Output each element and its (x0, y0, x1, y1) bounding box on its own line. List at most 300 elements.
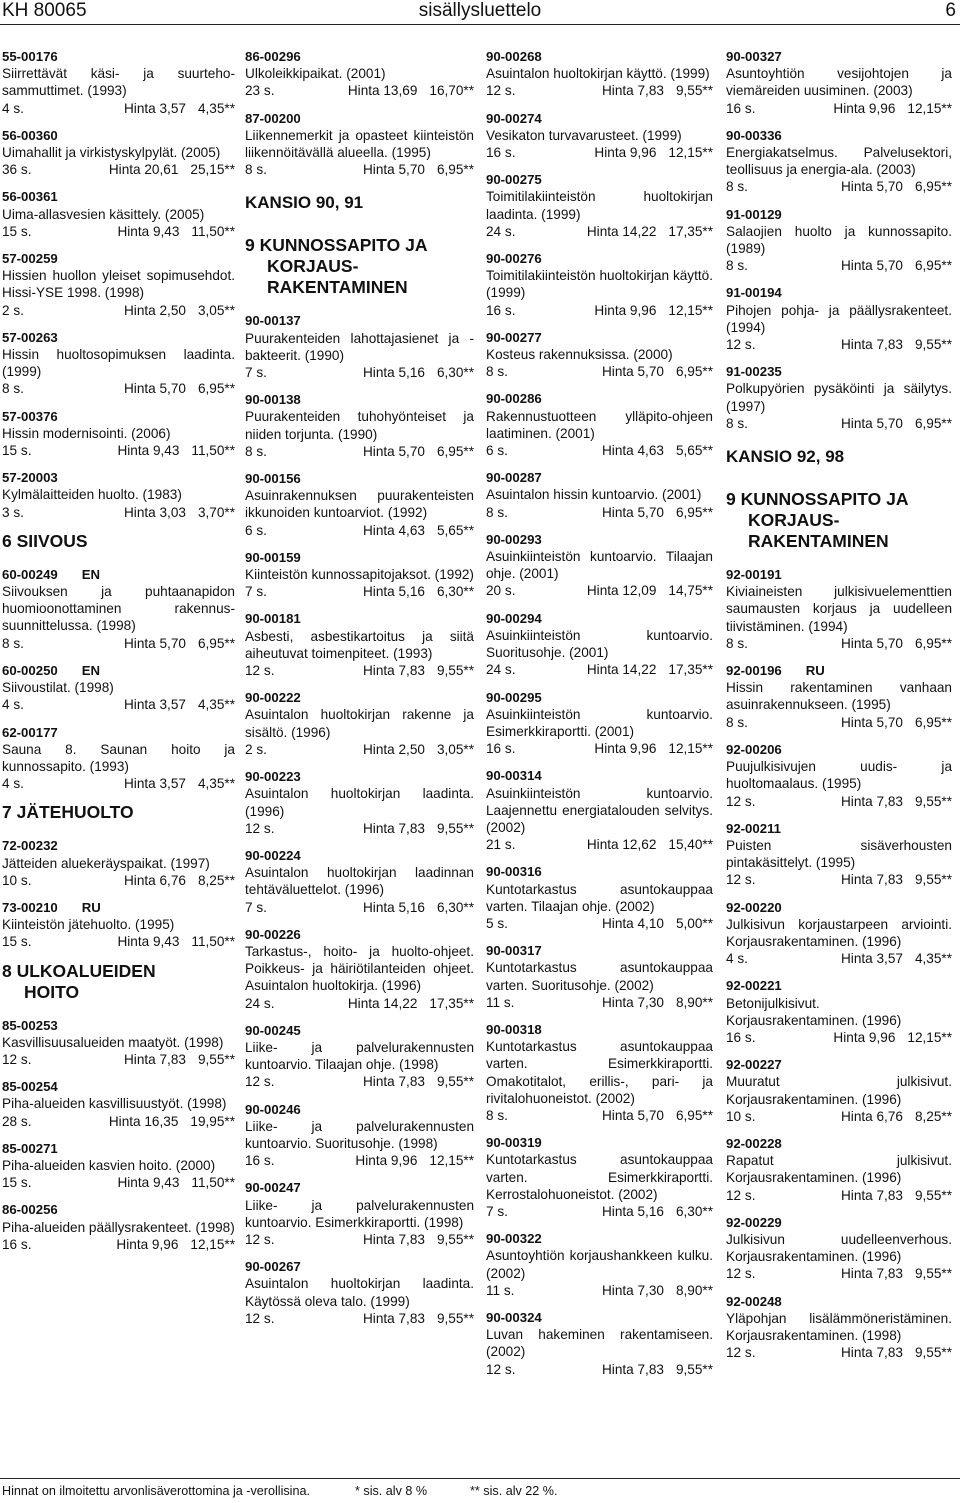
entry-price: Hinta 9,43 (117, 934, 180, 950)
entry-prices (602, 915, 713, 932)
entry-price-vat: 6,95** (914, 415, 952, 431)
entry-price-line (2, 696, 235, 713)
entry-prices (602, 504, 713, 521)
entry-code-line (726, 1056, 952, 1073)
entry-price-vat: 9,55** (675, 1361, 713, 1377)
entry-code-line (245, 768, 474, 785)
entry-price-line (2, 100, 235, 117)
entry-title: Rapatut julkisivut. Korjausrakentaminen. (1996) (726, 1153, 952, 1186)
entry-price-vat: 9,55** (197, 1051, 235, 1067)
entry-price-vat: 9,55** (436, 820, 474, 836)
section-heading (2, 531, 235, 552)
entry-price: Hinta 7,83 (362, 820, 425, 836)
catalog-entry (726, 363, 952, 432)
entry-price-line (486, 504, 713, 521)
entry-code-line (2, 1201, 235, 1218)
entry-code-line (726, 1214, 952, 1231)
entry-code: 87-00200 (245, 110, 301, 126)
entry-price-vat: 8,25** (197, 872, 235, 888)
entry-pages: 7 s. (245, 365, 267, 381)
entry-price-line (726, 1265, 952, 1282)
catalog-entry (486, 942, 713, 1011)
entry-title: Yläpohjan lisälämmöneristäminen. Korjausrakentaminen. (1998) (726, 1310, 952, 1343)
entry-code: 90-00319 (486, 1135, 542, 1151)
catalog-entry (726, 48, 952, 117)
price-note: Hinnat on ilmoitettu arvonlisäverottomina ja -verollisina. (2, 1484, 310, 1498)
catalog-entry (726, 1056, 952, 1125)
entry-price-line (726, 178, 952, 195)
entry-code: 90-00294 (486, 610, 542, 626)
entry-price: Hinta 7,83 (840, 872, 903, 888)
entry-code: 90-00275 (486, 172, 542, 188)
entry-code: 91-00235 (726, 364, 782, 380)
entry-price: Hinta 7,83 (840, 1345, 903, 1361)
catalog-entry (486, 1230, 713, 1299)
entry-pages: 10 s. (2, 872, 32, 888)
entry-code: 90-00327 (726, 49, 782, 64)
entry-pages: 16 s. (486, 145, 516, 161)
catalog-entry (486, 250, 713, 319)
catalog-entry (2, 469, 235, 521)
catalog-entry (486, 767, 713, 853)
entry-prices (841, 336, 952, 353)
entry-code-line (726, 741, 952, 758)
entry-price: Hinta 9,43 (117, 443, 180, 459)
entry-code: 90-00314 (486, 768, 542, 784)
entry-code-line (486, 1134, 713, 1151)
entry-prices (348, 995, 474, 1012)
entry-code: 90-00317 (486, 943, 542, 959)
entry-price: Hinta 9,96 (594, 302, 657, 318)
entry-price-vat: 6,95** (436, 443, 474, 459)
entry-code-line (486, 1309, 713, 1326)
entry-code: 86-00256 (2, 1202, 58, 1218)
entry-price: Hinta 9,96 (594, 741, 657, 757)
catalog-entry (2, 1078, 235, 1130)
entry-title: Asuintalon huoltokirjan laadinta. (1996) (245, 786, 474, 819)
catalog-entry (245, 312, 474, 381)
entry-prices (841, 871, 952, 888)
section-heading (2, 802, 235, 823)
page-header (0, 0, 960, 25)
entry-code-line (486, 390, 713, 407)
entry-title: Asuntoyhtiön korjaushankkeen kulku. (2002) (486, 1248, 713, 1281)
entry-price-line (2, 161, 235, 178)
entry-pages: 23 s. (245, 83, 275, 99)
entry-price: Hinta 5,16 (601, 1203, 664, 1219)
entry-prices (117, 1174, 235, 1191)
entry-title: Asuintalon huoltokirjan käyttö. (1999) (486, 66, 710, 82)
catalog-entry (2, 48, 235, 117)
entry-code-line (2, 662, 235, 679)
catalog-entry (726, 662, 952, 731)
entry-title: Hissin rakentaminen vanhaan asuinrakennukseen. (1995) (726, 680, 952, 713)
entry-code: 90-00276 (486, 251, 542, 267)
entry-price-vat: 15,40** (668, 837, 713, 853)
entry-title: Kasvillisuusalueiden maatyöt. (1998) (2, 1034, 224, 1050)
entry-pages: 12 s. (726, 872, 756, 888)
language-tag: RU (81, 899, 101, 915)
entry-pages: 8 s. (2, 635, 24, 651)
entry-price-line (2, 775, 235, 792)
entry-code: 90-00247 (245, 1180, 301, 1196)
entry-code-line (2, 1140, 235, 1157)
entry-title: Piha-alueiden päällysrakenteet. (1998) (2, 1219, 235, 1235)
entry-price: Hinta 7,83 (362, 663, 425, 679)
entry-price-vat: 5,65** (675, 443, 713, 459)
entry-code: 90-00223 (245, 769, 301, 785)
catalog-code: KH 80065 (2, 0, 87, 21)
entry-title: Asuinrakennuksen puurakenteisten ikkunoiden kuntoarviot. (1992) (245, 488, 474, 521)
section-heading-line: HOITO (24, 981, 80, 1002)
entry-prices (594, 740, 713, 757)
entry-pages: 12 s. (726, 1187, 756, 1203)
entry-code-line (726, 820, 952, 837)
entry-pages: 28 s. (2, 1113, 32, 1129)
entry-code-line (2, 724, 235, 741)
catalog-entry (726, 977, 952, 1046)
entry-price-vat: 9,55** (914, 872, 952, 888)
section-heading-line: 6 SIIVOUS (2, 530, 88, 551)
entry-pages: 10 s. (726, 1108, 756, 1124)
entry-code: 90-00226 (245, 926, 301, 942)
entry-price-line (486, 836, 713, 853)
entry-pages: 16 s. (486, 302, 516, 318)
entry-prices (355, 1152, 474, 1169)
entry-prices (602, 994, 713, 1011)
entry-prices (363, 1231, 474, 1248)
entry-price: Hinta 7,83 (840, 1187, 903, 1203)
column-4 (719, 48, 958, 1466)
catalog-entry (245, 1101, 474, 1170)
entry-pages: 11 s. (486, 994, 515, 1010)
entry-price-vat: 9,55** (436, 1231, 474, 1247)
entry-code: 90-00336 (726, 127, 782, 143)
entry-code: 57-00263 (2, 329, 58, 345)
entry-title: Toimitilakiinteistön huoltokirjan käyttö. (1999) (486, 268, 713, 301)
entry-code: 90-00322 (486, 1231, 542, 1247)
catalog-entry (486, 610, 713, 679)
entry-prices (602, 82, 713, 99)
entry-code: 92-00206 (726, 741, 782, 757)
entry-prices (833, 1029, 952, 1046)
entry-code-line (245, 689, 474, 706)
entry-code-line (486, 531, 713, 548)
entry-code-line (2, 250, 235, 267)
entry-price-line (2, 302, 235, 319)
entry-prices (109, 161, 235, 178)
language-tag: EN (81, 662, 101, 678)
entry-price-line (726, 415, 952, 432)
entry-prices (363, 583, 474, 600)
entry-code: 90-00324 (486, 1310, 542, 1325)
entry-price-vat: 4,35** (197, 100, 235, 116)
catalog-entry (486, 390, 713, 459)
entry-prices (594, 302, 713, 319)
entry-prices (841, 793, 952, 810)
entry-price-line (245, 1310, 474, 1327)
entry-price-line (245, 583, 474, 600)
entry-pages: 12 s. (245, 1074, 275, 1090)
entry-prices (124, 635, 235, 652)
entry-prices (109, 1113, 235, 1130)
entry-title: Liikennemerkit ja opasteet kiinteistön liikennöitävällä alueella. (1995) (245, 127, 474, 161)
entry-prices (124, 872, 235, 889)
entry-code-line (2, 1078, 235, 1095)
entry-code-line (726, 977, 952, 994)
entry-title: Sauna 8. Saunan hoito ja kunnossapito. (1993) (2, 741, 235, 774)
entry-code-line (726, 284, 952, 301)
entry-title: Polkupyörien pysäköinti ja säilytys. (1997) (726, 381, 952, 414)
catalog-entry (245, 48, 474, 100)
entry-code: 90-00287 (486, 470, 542, 486)
entry-code-line (2, 1017, 235, 1034)
entry-prices (587, 661, 713, 678)
entry-pages: 16 s. (245, 1153, 275, 1169)
entry-price-line (486, 302, 713, 319)
entry-code-line (2, 469, 235, 486)
entry-code-line (245, 1179, 474, 1196)
catalog-entry (486, 1134, 713, 1220)
entry-code-line (486, 469, 713, 486)
entry-price-line (2, 504, 235, 521)
entry-code-line (486, 48, 713, 65)
entry-price-vat: 17,35** (429, 995, 474, 1011)
entry-price-vat: 11,50** (191, 223, 235, 239)
entry-code: 90-00222 (245, 690, 301, 706)
catalog-entry (2, 724, 235, 793)
catalog-entry (486, 329, 713, 381)
entry-price-vat: 12,15** (668, 741, 713, 757)
entry-prices (587, 836, 713, 853)
entry-price: Hinta 12,09 (586, 583, 657, 599)
entry-price-line (2, 380, 235, 397)
entry-title: Siivouksen ja puhtaanapidon huomioonottaminen rakennus-suunnittelussa. (1998) (2, 584, 235, 634)
entry-title: Asuintalon huoltokirjan laadinnan tehtäväluettelot. (1996) (245, 865, 474, 898)
entry-code: 92-00229 (726, 1214, 782, 1230)
entry-price-line (486, 1203, 713, 1220)
entry-prices (602, 442, 713, 459)
entry-price: Hinta 9,96 (355, 1153, 418, 1169)
entry-code-line (245, 926, 474, 943)
entry-prices (117, 933, 235, 950)
entry-price: Hinta 3,57 (123, 697, 186, 713)
entry-price-vat: 4,35** (197, 776, 235, 792)
entry-code-line (245, 470, 474, 487)
entry-price-line (245, 364, 474, 381)
entry-price: Hinta 9,96 (833, 100, 896, 116)
catalog-entry (245, 1258, 474, 1327)
entry-price-line (726, 871, 952, 888)
entry-price-vat: 6,95** (675, 364, 713, 380)
entry-prices (363, 899, 474, 916)
entry-price-vat: 14,75** (668, 583, 713, 599)
entry-title: Kiviaineisten julkisivuelementtien saumausten korjaus ja uudelleen tiivistäminen. (1994) (726, 584, 952, 634)
entry-title: Liike- ja palvelurakennusten kuntoarvio. Suoritusohje. (1998) (245, 1118, 474, 1151)
entry-prices (602, 1361, 713, 1378)
section-heading-line: RAKENTAMINEN (748, 531, 889, 552)
entry-price-vat: 9,55** (675, 83, 713, 99)
entry-title: Hissin modernisointi. (2006) (2, 425, 171, 441)
entry-code-line (2, 48, 235, 65)
page-number: 6 (945, 0, 956, 21)
entry-code-line (726, 127, 952, 144)
entry-title: Hissien huollon yleiset sopimusehdot. Hissi-YSE 1998. (1998) (2, 268, 235, 301)
entry-title: Julkisivun uudelleenverhous. Korjausrakentaminen. (1996) (726, 1231, 952, 1265)
entry-price-vat: 11,50** (191, 443, 235, 459)
entry-price-vat: 6,95** (197, 381, 235, 397)
entry-code-line (2, 899, 235, 916)
entry-code: 57-20003 (2, 470, 58, 486)
entry-prices (363, 820, 474, 837)
catalog-entry (2, 127, 235, 179)
entry-price-vat: 3,05** (436, 741, 474, 757)
binder-heading: KANSIO 90, 91 (245, 193, 364, 213)
entry-price-line (2, 635, 235, 652)
entry-pages: 7 s. (486, 1203, 508, 1219)
entry-price-vat: 9,55** (914, 793, 952, 809)
entry-pages: 8 s. (486, 364, 508, 380)
entry-pages: 12 s. (486, 1361, 516, 1377)
entry-code-line (2, 566, 235, 583)
catalog-entry (2, 329, 235, 398)
entry-pages: 4 s. (2, 100, 24, 116)
entry-price-vat: 8,25** (914, 1108, 952, 1124)
entry-price-vat: 9,55** (914, 1187, 952, 1203)
entry-prices (841, 178, 952, 195)
entry-code-line (486, 610, 713, 627)
entry-price-line (2, 223, 235, 240)
entry-price-line (2, 442, 235, 459)
entry-title: Kylmälaitteiden huolto. (1983) (2, 487, 182, 503)
catalog-entry (2, 1201, 235, 1253)
column-3 (480, 48, 719, 1466)
entry-title: Toimitilakiinteistön huoltokirjan laadinta. (1999) (486, 189, 713, 222)
entry-price: Hinta 5,70 (840, 179, 903, 195)
entry-price: Hinta 14,22 (586, 223, 657, 239)
entry-code-line (245, 312, 474, 329)
entry-price-line (726, 1187, 952, 1204)
catalog-entry (486, 689, 713, 758)
section-heading-line: 9 KUNNOSSAPITO JA (726, 489, 909, 510)
entry-title: Asuinkiinteistön kuntoarvio. Suoritusohje. (2001) (486, 627, 713, 661)
entry-price-vat: 16,70** (429, 83, 474, 99)
entry-prices (841, 1108, 952, 1125)
entry-prices (124, 1051, 235, 1068)
entry-pages: 8 s. (245, 443, 267, 459)
entry-prices (363, 1310, 474, 1327)
entry-pages: 15 s. (2, 443, 32, 459)
entry-price-line (726, 635, 952, 652)
entry-price-vat: 12,15** (429, 1153, 474, 1169)
entry-code: 56-00360 (2, 127, 58, 143)
entry-price-line (2, 933, 235, 950)
page-section-title: sisällysluettelo (418, 0, 542, 21)
entry-prices (363, 1073, 474, 1090)
entry-code: 86-00296 (245, 49, 301, 64)
entry-prices (587, 223, 713, 240)
catalog-entry (2, 250, 235, 319)
entry-price-vat: 6,30** (675, 1203, 713, 1219)
entry-title: Piha-alueiden kasvillisuustyöt. (1998) (2, 1096, 227, 1112)
catalog-entry (726, 741, 952, 810)
entry-title: Siirrettävät käsi- ja suurteho-sammuttimet. (1993) (2, 66, 235, 99)
entry-prices (841, 950, 952, 967)
entry-code: 60-00250 (2, 662, 58, 678)
entry-price-line (726, 793, 952, 810)
section-heading-line: KORJAUS- (748, 510, 840, 531)
entry-code-line (486, 942, 713, 959)
entry-pages: 16 s. (726, 1029, 756, 1045)
entry-code-line (245, 391, 474, 408)
entry-pages: 12 s. (726, 1345, 756, 1361)
entry-pages: 8 s. (486, 1107, 508, 1123)
entry-title: Asuinkiinteistön kuntoarvio. Laajennettu energiatalouden selvitys. (2002) (486, 785, 713, 835)
entry-price-vat: 3,70** (197, 504, 235, 520)
entry-price-line (245, 899, 474, 916)
entry-price-line (2, 1174, 235, 1191)
entry-pages: 24 s. (486, 223, 516, 239)
entry-price: Hinta 5,70 (840, 415, 903, 431)
entry-title: Asuinkiinteistön kuntoarvio. Esimerkkiraportti. (2001) (486, 706, 713, 739)
entry-pages: 12 s. (245, 1310, 275, 1326)
entry-price-vat: 6,95** (914, 179, 952, 195)
section-heading-line: KORJAUS- (267, 256, 359, 277)
entry-pages: 24 s. (486, 662, 516, 678)
entry-code-line (726, 1135, 952, 1152)
entry-pages: 4 s. (2, 776, 24, 792)
entry-price: Hinta 7,83 (362, 1231, 425, 1247)
language-tag: EN (81, 566, 101, 582)
entry-price: Hinta 9,43 (117, 1175, 180, 1191)
entry-price-vat: 6,30** (436, 899, 474, 915)
entry-code-line (726, 206, 952, 223)
entry-title: Kuntotarkastus asuntokauppaa varten. Esimerkkiraportti. Omakotitalot, erillis-, pari- ja rivitalohuoneistot. (2002) (486, 1039, 713, 1106)
entry-code: 90-00316 (486, 864, 542, 880)
binder-heading: KANSIO 92, 98 (726, 447, 845, 467)
entry-pages: 15 s. (2, 1175, 32, 1191)
entry-pages: 7 s. (245, 584, 267, 600)
catalog-entry (245, 1022, 474, 1091)
entry-pages: 8 s. (2, 381, 24, 397)
entry-code: 92-00227 (726, 1057, 782, 1073)
catalog-entry (2, 899, 235, 951)
entry-prices (124, 696, 235, 713)
entry-price-line (245, 1152, 474, 1169)
entry-code-line (2, 188, 235, 205)
entry-price: Hinta 5,70 (362, 162, 425, 178)
entry-price-line (486, 1361, 713, 1378)
entry-pages: 12 s. (726, 337, 756, 353)
entry-code-line (486, 863, 713, 880)
entry-price-line (2, 1113, 235, 1130)
entry-prices (841, 257, 952, 274)
entry-price-line (486, 740, 713, 757)
entry-title: Kosteus rakennuksissa. (2000) (486, 347, 673, 363)
entry-price-vat: 12,15** (668, 302, 713, 318)
entry-price-line (726, 1344, 952, 1361)
entry-price-vat: 6,95** (914, 635, 952, 651)
entry-price-line (2, 872, 235, 889)
entry-price-line (726, 1029, 952, 1046)
entry-title: Betonijulkisivut. Korjausrakentaminen. (1996) (726, 995, 902, 1028)
entry-pages: 12 s. (245, 820, 275, 836)
entry-prices (124, 775, 235, 792)
entry-price: Hinta 3,57 (123, 100, 186, 116)
entry-price: Hinta 5,70 (840, 714, 903, 730)
entry-code: 55-00176 (2, 49, 58, 64)
entry-title: Tarkastus-, hoito- ja huolto-ohjeet. Poikkeus- ja häiriötilanteiden ohjeet. Asuintalon huoltokirja. (1996) (245, 943, 474, 994)
